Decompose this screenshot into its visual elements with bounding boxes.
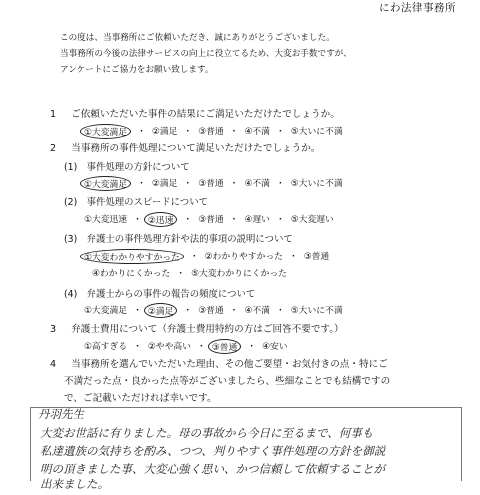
comment-line: 明の頂きました事、大変心強く思い、かつ信頼して依頼することが [40,462,385,476]
q2-sub3-option[interactable]: ④わかりにくかった [92,269,171,279]
q1-option[interactable]: ②満足 [151,127,178,137]
question-text: ご依頼いただいた事件の結果にご満足いただけたでしょうか。 [71,109,340,120]
q2-sub3-options-row2: ④わかりにくかった ・ ⑤大変わかりにくかった [92,266,293,279]
q2-sub4-options: ①大変満足 ・ ②満足 ・ ③普通 ・ ④不満 ・ ⑤大いに不満 [84,303,349,318]
q2-sub2-option[interactable]: ④遅い [244,215,270,225]
q2-sub4-option[interactable]: ④不満 [244,306,270,316]
question-number: 3 [50,324,57,335]
q1-option[interactable]: ⑤大いに不満 [290,127,343,137]
question-text-line: 不満だった点・良かった点等がございましたら、些細なことでも結構ですの [64,376,391,387]
q2-sub3-label: (3) 弁護士の事件処理方針や法的事項の説明について [64,234,293,245]
intro-line: 当事務所の今後の法律サービスの向上に役立てるため、大変お手数ですが、 [60,49,352,59]
q2-sub2-option[interactable]: ⑤大変遅い [290,215,334,225]
q2-sub4-option-selected[interactable]: ②満足 [144,303,177,318]
q2-sub4-option[interactable]: ⑤大いに不満 [290,306,343,316]
intro-line: この度は、当事務所にご依頼いただき、誠にありがとうございました。 [60,33,335,43]
question-number: 2 [50,143,57,154]
q2-sub3-options-row1: ①大変わかりやすかった ・ ②わかりやすかった ・ ③普通 [84,249,335,264]
intro-text [60,30,460,78]
question-text: 当事務所の事件処理について満足いただけたでしょうか。 [71,143,321,154]
question-1 [50,106,340,120]
q2-sub3-option[interactable]: ③普通 [303,252,330,262]
q2-sub4-option[interactable]: ③普通 [198,306,224,316]
q3-option[interactable]: ①高すぎる [84,342,128,352]
q2-sub2-options: ①大変迅速 ・ ②迅速 ・ ③普通 ・ ④遅い ・ ⑤大変遅い [84,212,340,227]
question-number: 4 [50,359,57,370]
q1-option-selected[interactable]: ①大変満足 [80,124,131,139]
q2-sub1-option[interactable]: ⑤大いに不満 [290,179,343,189]
q2-sub2-label: (2) 事件処理のスピードについて [64,197,208,208]
intro-line: アンケートにご協力をお願い致します。 [60,65,214,75]
firm-name: にわ法律事務所 [379,2,456,14]
q3-option[interactable]: ④安い [262,342,288,352]
question-text-line: 当事務所を選んでいただいた理由、その他ご要望・お気付きの点・特にご [71,359,388,370]
question-4 [50,356,388,370]
q2-sub2-option[interactable]: ③普通 [198,215,224,225]
question-number: 1 [50,109,57,120]
question-text: 弁護士費用について（弁護士費用特約の方はご回答不要です。） [71,324,344,335]
q2-sub1-option[interactable]: ②満足 [151,179,178,189]
q2-sub1-option[interactable]: ④不満 [244,179,270,189]
comment-line: 私達遺族の気持ちを酌み、つつ、判りやすく事件処理の方針を御説 [40,444,386,458]
q2-sub1-option-selected[interactable]: ①大変満足 [80,176,131,191]
q3-options: ①高すぎる ・ ②やや高い ・ ③普通 ・ ④安い [84,339,294,354]
q2-sub2-option-selected[interactable]: ②迅速 [144,212,177,227]
q2-sub3-option-selected[interactable]: ①大変わかりやすかった [80,249,184,264]
question-3 [50,321,344,335]
q2-sub4-option[interactable]: ①大変満足 [84,306,128,316]
q1-options: ①大変満足 ・ ②満足 ・ ③普通 ・ ④不満 ・ ⑤大いに不満 [84,124,349,139]
q2-sub1-options: ①大変満足 ・ ②満足 ・ ③普通 ・ ④不満 ・ ⑤大いに不満 [84,176,349,191]
question-text-line: で、ご記載いただければ幸いです。 [64,393,217,404]
q2-sub4-label: (4) 弁護士からの事件の報告の頻度について [64,289,256,300]
q2-sub1-option[interactable]: ③普通 [198,179,224,189]
q2-sub3-option[interactable]: ②わかりやすかった [204,252,283,262]
q3-option-selected[interactable]: ③普通 [208,339,241,354]
q1-option[interactable]: ③普通 [198,127,224,137]
question-2 [50,140,320,154]
q2-sub3-option[interactable]: ⑤大変わかりにくかった [191,269,287,279]
q2-sub1-label: (1) 事件処理の方針について [64,162,190,173]
q3-option[interactable]: ②やや高い [147,342,191,352]
comment-line: 出来ました。 [40,477,109,491]
q2-sub2-option[interactable]: ①大変迅速 [84,215,128,225]
comment-line: 大変お世話に有りました。母の事故から今日に至るまで、何事も [40,426,374,440]
q1-option[interactable]: ④不満 [244,127,270,137]
comment-salutation: 丹羽先生 [38,407,84,421]
